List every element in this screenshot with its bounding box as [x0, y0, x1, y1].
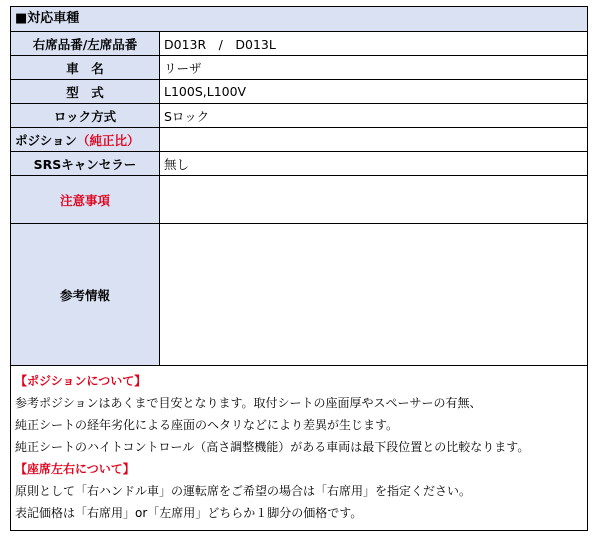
table-row: [11, 56, 587, 80]
row-value-reference: [160, 224, 588, 366]
position-label-red: （純正比）: [76, 132, 140, 148]
table-row: [11, 224, 587, 366]
row-label-srs: SRSキャンセラー: [11, 152, 160, 176]
position-label-main: ポジション: [15, 132, 77, 148]
sheet-title: ■対応車種: [11, 7, 587, 32]
table-row: [11, 176, 587, 224]
row-label-car-name: 車 名: [11, 56, 160, 80]
row-value-position: [160, 128, 588, 152]
row-value-part-number: D013R / D013L: [160, 32, 588, 56]
row-label-cautions: 注意事項: [11, 176, 160, 224]
row-value-car-name: リーザ: [160, 56, 588, 80]
notes-section: [11, 366, 587, 530]
position-note-line: 純正シートのハイトコントロール（高さ調整機能）がある車両は最下段位置との比較なります。: [15, 440, 530, 454]
seat-note-line: 原則として「右ハンドル車」の運転席をご希望の場合は「右席用」を指定ください。: [15, 484, 472, 498]
table-row: [11, 80, 587, 104]
seat-note-line: 表記価格は「右席用」or「左席用」どちらか１脚分の価格です。: [15, 506, 363, 520]
table-row: [11, 152, 587, 176]
table-row: [11, 104, 587, 128]
row-value-lock-type: Sロック: [160, 104, 588, 128]
position-notes-heading: 【ポジションについて】: [15, 374, 147, 388]
row-value-cautions: [160, 176, 588, 224]
row-value-srs: 無し: [160, 152, 588, 176]
table-row: [11, 128, 587, 152]
position-note-line: 参考ポジションはあくまで目安となります。取付シートの座面厚やスペーサーの有無、: [15, 396, 482, 410]
spec-sheet: [10, 6, 588, 531]
row-label-position: [11, 128, 160, 152]
position-note-line: 純正シートの経年劣化による座面のヘタリなどにより差異が生じます。: [15, 418, 399, 432]
row-label-model: 型 式: [11, 80, 160, 104]
row-value-model: L100S,L100V: [160, 80, 588, 104]
table-row: [11, 32, 587, 56]
row-label-lock-type: ロック方式: [11, 104, 160, 128]
spec-table: [11, 32, 587, 366]
row-label-part-number: 右席品番/左席品番: [11, 32, 160, 56]
seat-notes-heading: 【座席左右について】: [15, 462, 135, 476]
row-label-reference: 参考情報: [11, 224, 160, 366]
